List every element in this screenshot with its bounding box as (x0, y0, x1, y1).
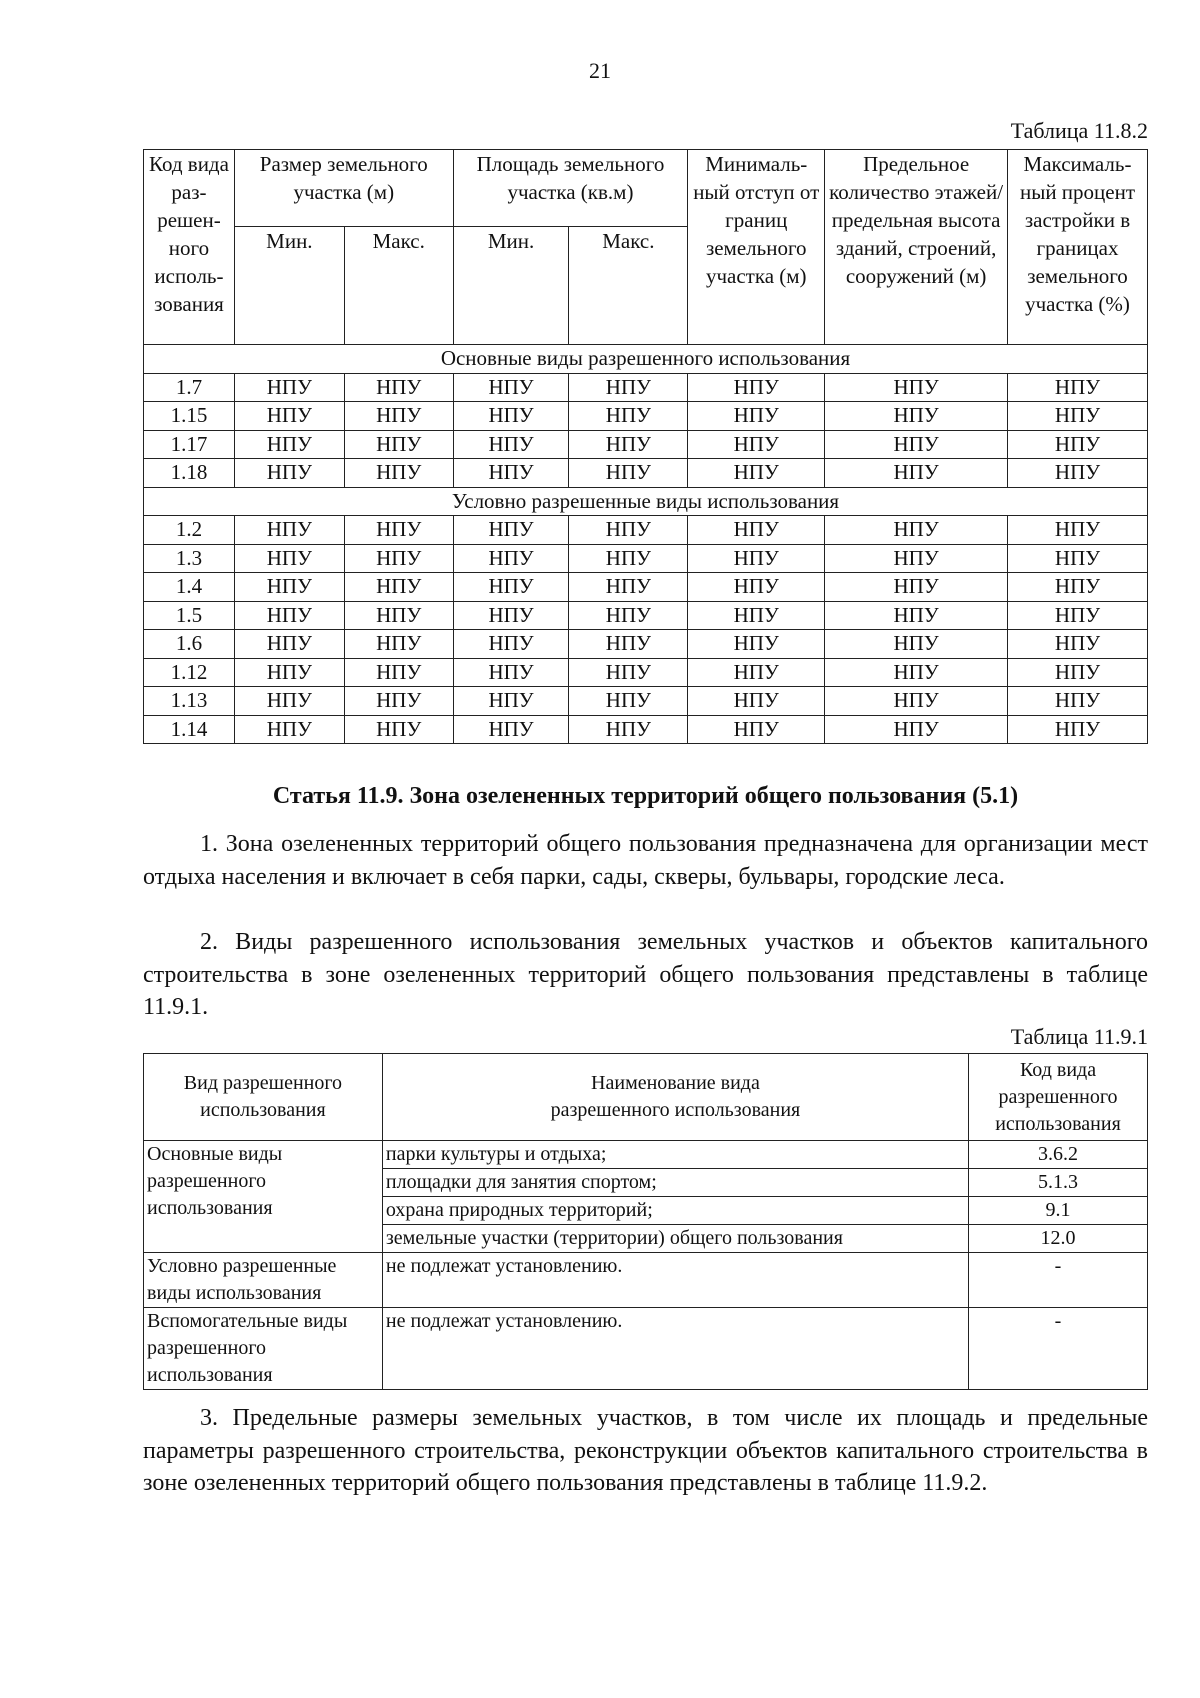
value-cell: НПУ (234, 715, 344, 744)
value-cell: НПУ (688, 601, 825, 630)
header-area-min: Мин. (453, 227, 569, 345)
value-cell: НПУ (344, 630, 453, 659)
table-row (144, 544, 1148, 573)
value-cell: НПУ (234, 544, 344, 573)
value-cell: НПУ (825, 687, 1008, 716)
value-cell: НПУ (569, 601, 688, 630)
value-cell: НПУ (344, 687, 453, 716)
header-code: Код вида разрешенного использования (969, 1054, 1148, 1141)
value-cell: НПУ (569, 687, 688, 716)
value-cell: НПУ (234, 573, 344, 602)
code-cell: 1.4 (144, 573, 235, 602)
paragraph-3: 3. Предельные размеры земельных участков, в том числе их площадь и предельные параметры разрешенного строительства, реконструкции объектов капитального строительства в зоне озелененных территорий общего пользования представлены в таблице 11.9.2. (143, 1405, 1148, 1496)
code-cell: 3.6.2 (969, 1141, 1148, 1169)
value-cell: НПУ (688, 430, 825, 459)
value-cell: НПУ (688, 459, 825, 488)
value-cell: НПУ (569, 573, 688, 602)
header-name: Наименование вида разрешенного использования (382, 1054, 968, 1141)
value-cell: НПУ (688, 658, 825, 687)
code-cell: 1.7 (144, 373, 235, 402)
table-row (144, 687, 1148, 716)
value-cell: НПУ (453, 402, 569, 431)
value-cell: НПУ (453, 687, 569, 716)
header-kind: Вид разрешенного использования (144, 1054, 383, 1141)
value-cell: НПУ (234, 459, 344, 488)
name-cell: парки культуры и отдыха; (382, 1141, 968, 1169)
kind-cell: Основные виды разрешенного использования (144, 1141, 383, 1253)
value-cell: НПУ (1008, 715, 1148, 744)
value-cell: НПУ (234, 430, 344, 459)
paragraph-1: 1. Зона озелененных территорий общего пользования предназначена для организации мест отдыха населения и включает в себя парки, сады, скверы, бульвары, городские леса. (143, 831, 1148, 890)
value-cell: НПУ (825, 715, 1008, 744)
header-area-max: Макс. (569, 227, 688, 345)
code-cell: 1.12 (144, 658, 235, 687)
value-cell: НПУ (234, 658, 344, 687)
section-row (144, 487, 1148, 516)
table-row (144, 601, 1148, 630)
value-cell: НПУ (344, 544, 453, 573)
value-cell: НПУ (1008, 601, 1148, 630)
kind-cell: Условно разрешенные виды использования (144, 1253, 383, 1308)
name-cell: площадки для занятия спортом; (382, 1169, 968, 1197)
header-plot-area: Площадь земельного участка (кв.м) (453, 150, 688, 227)
name-cell: не подлежат установлению. (382, 1253, 968, 1308)
value-cell: НПУ (1008, 658, 1148, 687)
code-cell: 12.0 (969, 1225, 1148, 1253)
value-cell: НПУ (688, 516, 825, 545)
value-cell: НПУ (569, 430, 688, 459)
value-cell: НПУ (825, 516, 1008, 545)
code-cell: 1.2 (144, 516, 235, 545)
value-cell: НПУ (1008, 573, 1148, 602)
value-cell: НПУ (1008, 544, 1148, 573)
value-cell: НПУ (825, 459, 1008, 488)
value-cell: НПУ (688, 687, 825, 716)
section-row (144, 345, 1148, 374)
value-cell: НПУ (453, 430, 569, 459)
code-cell: - (969, 1308, 1148, 1390)
value-cell: НПУ (453, 544, 569, 573)
value-cell: НПУ (688, 573, 825, 602)
value-cell: НПУ (453, 630, 569, 659)
page-number: 21 (589, 58, 611, 83)
code-cell: 1.15 (144, 402, 235, 431)
value-cell: НПУ (569, 516, 688, 545)
value-cell: НПУ (234, 402, 344, 431)
value-cell: НПУ (825, 373, 1008, 402)
value-cell: НПУ (1008, 459, 1148, 488)
value-cell: НПУ (344, 373, 453, 402)
header-plot-size: Размер земельного участка (м) (234, 150, 453, 227)
value-cell: НПУ (825, 658, 1008, 687)
value-cell: НПУ (453, 715, 569, 744)
code-cell: 1.6 (144, 630, 235, 659)
name-cell: земельные участки (территории) общего пользования (382, 1225, 968, 1253)
value-cell: НПУ (344, 402, 453, 431)
table-row (144, 658, 1148, 687)
header-size-min: Мин. (234, 227, 344, 345)
value-cell: НПУ (569, 402, 688, 431)
code-cell: 5.1.3 (969, 1169, 1148, 1197)
table-row (144, 715, 1148, 744)
name-cell: не подлежат установлению. (382, 1308, 968, 1390)
table-row (144, 373, 1148, 402)
value-cell: НПУ (344, 516, 453, 545)
value-cell: НПУ (234, 687, 344, 716)
kind-cell: Вспомогательные виды разрешенного использования (144, 1308, 383, 1390)
header-min-offset: Минималь- ный отступ от границ земельного участка (м) (688, 150, 825, 345)
code-cell: - (969, 1253, 1148, 1308)
value-cell: НПУ (688, 402, 825, 431)
value-cell: НПУ (234, 601, 344, 630)
value-cell: НПУ (453, 459, 569, 488)
code-cell: 1.5 (144, 601, 235, 630)
value-cell: НПУ (344, 601, 453, 630)
header-max-percent: Максималь- ный процент застройки в границах земельного участка (%) (1008, 150, 1148, 345)
value-cell: НПУ (1008, 402, 1148, 431)
table-row (144, 630, 1148, 659)
value-cell: НПУ (825, 573, 1008, 602)
table-row (144, 430, 1148, 459)
value-cell: НПУ (569, 715, 688, 744)
value-cell: НПУ (569, 658, 688, 687)
value-cell: НПУ (1008, 630, 1148, 659)
header-size-max: Макс. (344, 227, 453, 345)
value-cell: НПУ (1008, 373, 1148, 402)
table-row (144, 516, 1148, 545)
paragraph-2: 2. Виды разрешенного использования земельных участков и объектов капитального строительства в зоне озелененных территорий общего пользования представлены в таблице 11.9.1. (143, 929, 1148, 1020)
value-cell: НПУ (569, 544, 688, 573)
article-title: Статья 11.9. Зона озелененных территорий общего пользования (5.1) (272, 783, 1019, 809)
value-cell: НПУ (344, 658, 453, 687)
value-cell: НПУ (234, 630, 344, 659)
value-cell: НПУ (453, 373, 569, 402)
value-cell: НПУ (453, 601, 569, 630)
value-cell: НПУ (344, 573, 453, 602)
table-11-9-1 (143, 1053, 1148, 1390)
table-row (144, 1141, 1148, 1169)
value-cell: НПУ (688, 715, 825, 744)
value-cell: НПУ (688, 373, 825, 402)
header-code: Код вида раз- решен- ного исполь- зования (144, 150, 235, 345)
table-11-9-1-body (144, 1141, 1148, 1390)
name-cell: охрана природных территорий; (382, 1197, 968, 1225)
value-cell: НПУ (569, 630, 688, 659)
value-cell: НПУ (1008, 687, 1148, 716)
table-row (144, 1308, 1148, 1390)
section-title: Основные виды разрешенного использования (144, 345, 1148, 374)
code-cell: 1.17 (144, 430, 235, 459)
value-cell: НПУ (825, 544, 1008, 573)
value-cell: НПУ (1008, 430, 1148, 459)
value-cell: НПУ (344, 430, 453, 459)
value-cell: НПУ (825, 430, 1008, 459)
table-row (144, 1253, 1148, 1308)
value-cell: НПУ (688, 544, 825, 573)
table-row (144, 402, 1148, 431)
table-row (144, 459, 1148, 488)
value-cell: НПУ (825, 402, 1008, 431)
value-cell: НПУ (453, 516, 569, 545)
header-floors: Предельное количество этажей/ предельная высота зданий, строений, сооружений (м) (825, 150, 1008, 345)
code-cell: 1.3 (144, 544, 235, 573)
section-title: Условно разрешенные виды использования (144, 487, 1148, 516)
value-cell: НПУ (688, 630, 825, 659)
table-caption-11-9-1: Таблица 11.9.1 (1010, 1024, 1148, 1049)
code-cell: 1.13 (144, 687, 235, 716)
value-cell: НПУ (453, 573, 569, 602)
value-cell: НПУ (825, 630, 1008, 659)
value-cell: НПУ (825, 601, 1008, 630)
value-cell: НПУ (234, 373, 344, 402)
value-cell: НПУ (569, 373, 688, 402)
table-11-8-2 (143, 149, 1148, 744)
value-cell: НПУ (344, 459, 453, 488)
value-cell: НПУ (1008, 516, 1148, 545)
code-cell: 1.14 (144, 715, 235, 744)
table-11-8-2-body (144, 345, 1148, 744)
code-cell: 9.1 (969, 1197, 1148, 1225)
value-cell: НПУ (234, 516, 344, 545)
code-cell: 1.18 (144, 459, 235, 488)
value-cell: НПУ (569, 459, 688, 488)
value-cell: НПУ (453, 658, 569, 687)
table-caption-11-8-2: Таблица 11.8.2 (1010, 118, 1148, 143)
table-row (144, 573, 1148, 602)
value-cell: НПУ (344, 715, 453, 744)
